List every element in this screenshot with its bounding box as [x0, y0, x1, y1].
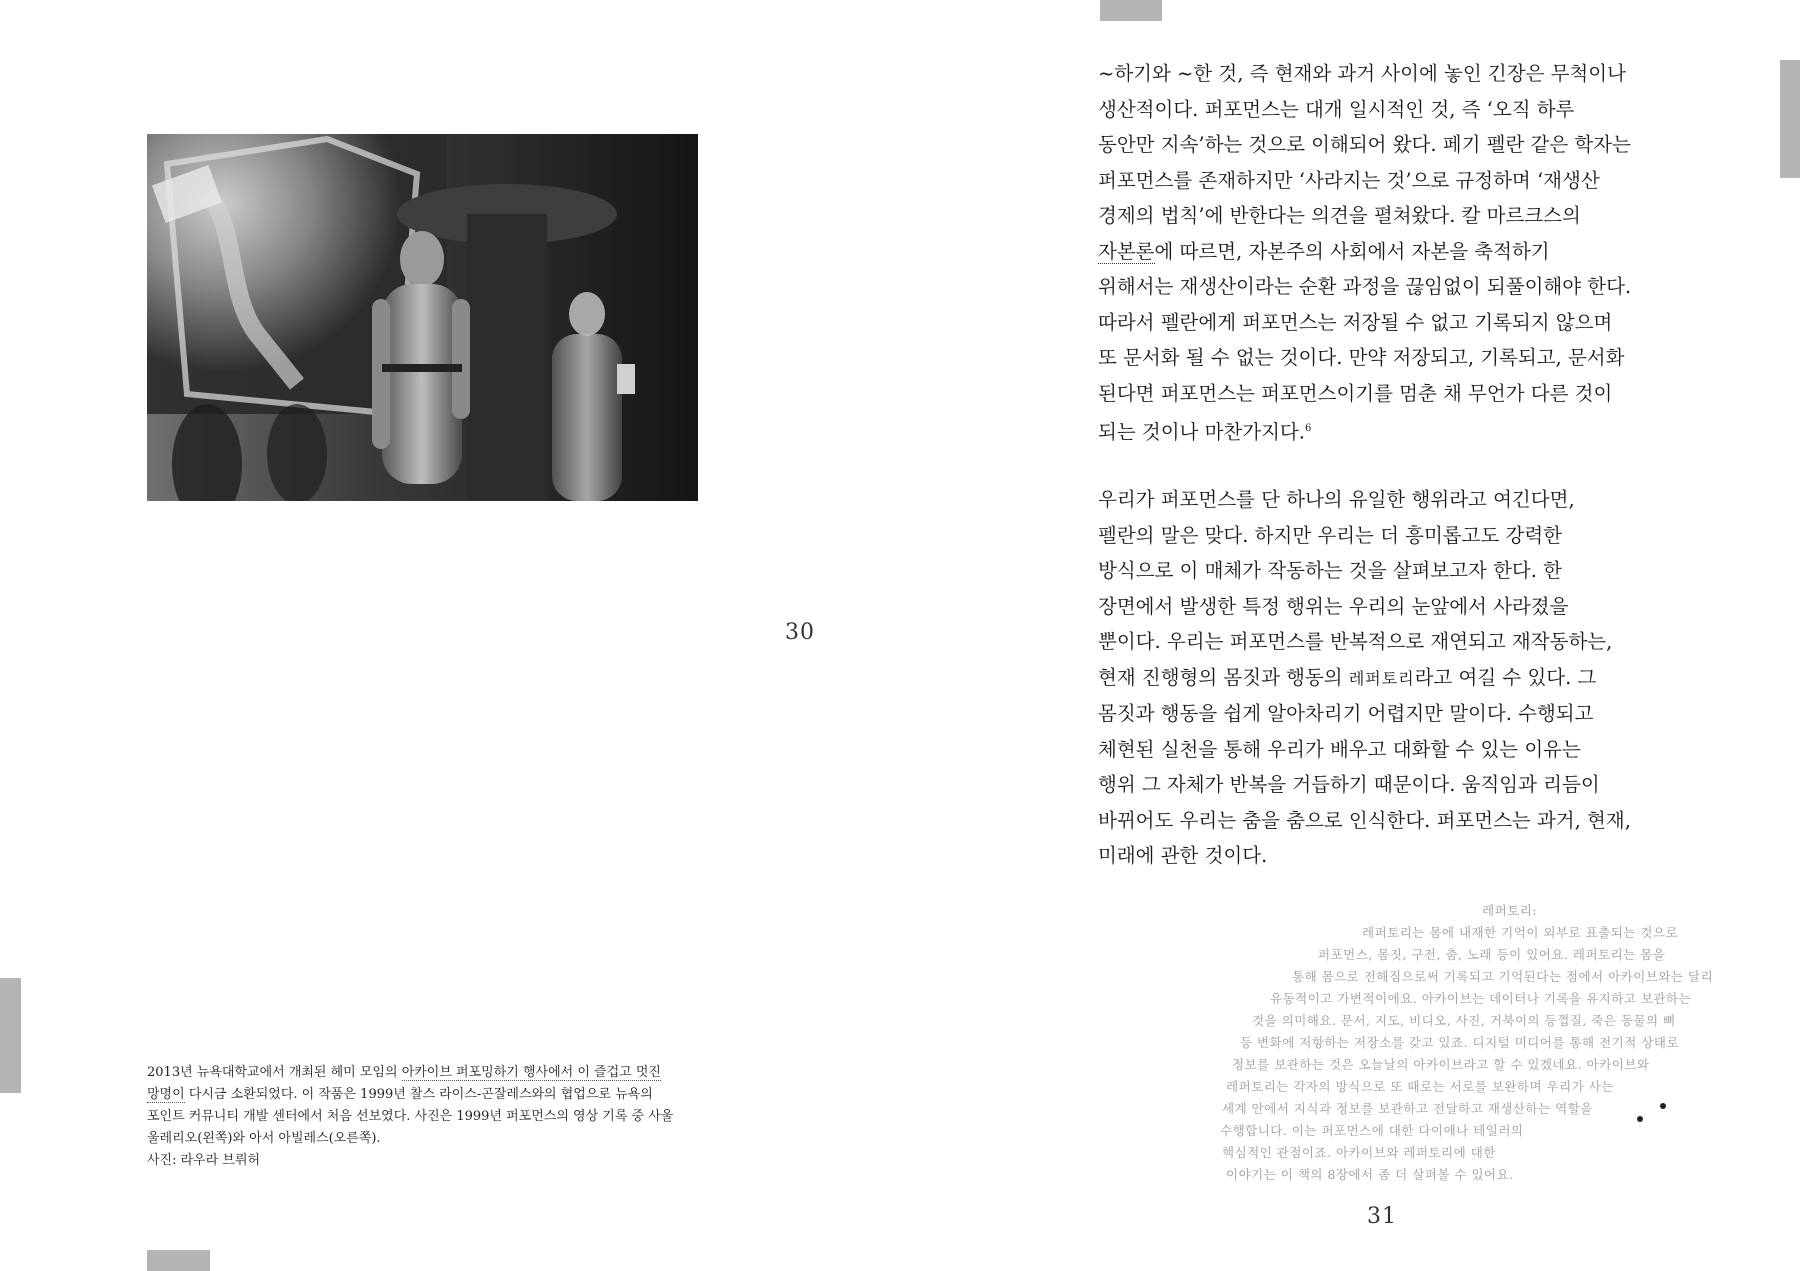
- caption-line: 2013년 뉴욕대학교에서 개최된 헤미 모임의 아카이브 퍼포밍하기 행사에서 이 즐겁고 멋진: [147, 1065, 661, 1080]
- text-line: 우리가 퍼포먼스를 단 하나의 유일한 행위라고 여긴다면,: [1098, 488, 1575, 511]
- sidenote-line: 유동적이고 가변적이에요. 아카이브는 데이터나 기록을 유지하고 보관하는: [1270, 991, 1692, 1006]
- repertoire-term: 레퍼토리: [1348, 668, 1415, 688]
- photo-caption: [147, 1062, 707, 1172]
- text-line: 경제의 법칙’에 반한다는 의견을 펼쳐왔다. 칼 마르크스의: [1098, 204, 1581, 227]
- sidenote-line: 세계 안에서 지식과 정보를 보관하고 전달하고 재생산하는 역할을: [1222, 1101, 1593, 1116]
- body-paragraph-1: [1098, 56, 1698, 450]
- text-line: 된다면 퍼포먼스는 퍼포먼스이기를 멈춘 채 무언가 다른 것이: [1098, 381, 1613, 405]
- sidenote-line: 핵심적인 관점이죠. 아카이브와 레퍼토리에 대한: [1222, 1145, 1496, 1160]
- text-line: 뿐이다. 우리는 퍼포먼스를 반복적으로 재연되고 재작동하는,: [1098, 630, 1613, 653]
- repertoire-sidenote: [1150, 900, 1750, 1186]
- decorative-dot: [1637, 1116, 1643, 1122]
- body-paragraph-2: [1098, 482, 1698, 874]
- sidenote-line: 레퍼토리는 몸에 내재한 기억이 외부로 표출되는 것으로: [1362, 925, 1679, 940]
- performance-photo: [147, 134, 698, 501]
- caption-line: 포인트 커뮤니티 개발 센터에서 처음 선보였다. 사진은 1999년 퍼포먼스의 영상 기록 중 사울: [147, 1109, 674, 1124]
- text-line: 펠란의 말은 맞다. 하지만 우리는 더 흥미롭고도 강력한: [1098, 523, 1563, 547]
- text-line: 되는 것이나 마찬가지다.$^6$: [1098, 420, 1312, 444]
- page-tab-marker: [147, 1250, 210, 1271]
- text-line: 생산적이다. 퍼포먼스는 대개 일시적인 것, 즉 ‘오직 하루: [1098, 97, 1575, 121]
- photo-credit: 사진: 라우라 브뤼허: [147, 1153, 261, 1168]
- text-line: ~하기와 ~한 것, 즉 현재와 과거 사이에 놓인 긴장은 무척이나: [1098, 62, 1626, 85]
- text-line: 방식으로 이 매체가 작동하는 것을 살펴보고자 한다. 한: [1098, 559, 1563, 582]
- sidenote-line: 것을 의미해요. 문서, 지도, 비디오, 사진, 거북이의 등껍질, 죽은 동물의 뼈: [1252, 1013, 1676, 1028]
- text-line: 동안만 지속’하는 것으로 이해되어 왔다. 페기 펠란 같은 학자는: [1098, 133, 1631, 156]
- sidenote-line: 퍼포먼스, 몸짓, 구전, 춤, 노래 등이 있어요. 레퍼토리는 몸을: [1318, 947, 1666, 962]
- footnote-marker[interactable]: 6: [1304, 423, 1312, 434]
- sidenote-line: 이야기는 이 책의 8장에서 좀 더 살펴볼 수 있어요.: [1226, 1167, 1514, 1182]
- text-line: 또 문서화 될 수 없는 것이다. 만약 저장되고, 기록되고, 문서화: [1098, 346, 1625, 369]
- page-number-left: 30: [785, 620, 815, 645]
- text-line: 위해서는 재생산이라는 순환 과정을 끊임없이 되풀이해야 한다.: [1098, 275, 1632, 298]
- caption-line: 울레리오(왼쪽)와 아서 아빌레스(오른쪽).: [147, 1131, 381, 1146]
- text-line: 바뀌어도 우리는 춤을 춤으로 인식한다. 퍼포먼스는 과거, 현재,: [1098, 808, 1631, 832]
- text-line: 현재 진행형의 몸짓과 행동의 레퍼토리라고 여길 수 있다. 그: [1098, 665, 1597, 689]
- sidenote-line: 통해 몸으로 전해짐으로써 기록되고 기억된다는 점에서 아카이브와는 달리: [1292, 969, 1714, 984]
- text-line: 따라서 펠란에게 퍼포먼스는 저장될 수 없고 기록되지 않으며: [1098, 310, 1613, 334]
- caption-underlined-title: 망명이: [147, 1087, 185, 1102]
- caption-line: 망명이 다시금 소환되었다. 이 작품은 1999년 찰스 라이스-곤잘레스와의 협업으로 뉴욕의: [147, 1087, 653, 1102]
- sidenote-line: 수행합니다. 이는 퍼포먼스에 대한 다이애나 테일러의: [1220, 1123, 1524, 1138]
- text-line: 미래에 관한 것이다.: [1098, 844, 1268, 867]
- text-line: 행위 그 자체가 반복을 거듭하기 때문이다. 움직임과 리듬이: [1098, 773, 1600, 796]
- sidenote-line: 레퍼토리는 각자의 방식으로 또 때로는 서로를 보완하며 우리가 사는: [1226, 1079, 1614, 1094]
- book-title: 자본론: [1098, 239, 1155, 263]
- page-tab-marker: [1100, 0, 1162, 21]
- text-line: 체현된 실천을 통해 우리가 배우고 대화할 수 있는 이유는: [1098, 737, 1581, 761]
- text-line: 퍼포먼스를 존재하지만 ‘사라지는 것’으로 규정하며 ‘재생산: [1098, 168, 1600, 192]
- page-edge-marker: [1780, 60, 1800, 178]
- page-number-right: 31: [1367, 1204, 1397, 1229]
- text-line: 자본론에 따르면, 자본주의 사회에서 자본을 축적하기: [1098, 239, 1550, 263]
- text-line: 몸짓과 행동을 쉽게 알아차리기 어렵지만 말이다. 수행되고: [1098, 702, 1594, 725]
- sidenote-heading: 레퍼토리:: [1482, 903, 1538, 918]
- text-line: 장면에서 발생한 특정 행위는 우리의 눈앞에서 사라졌을: [1098, 594, 1569, 618]
- photo-image: [147, 134, 698, 501]
- decorative-dot: [1660, 1103, 1666, 1109]
- sidenote-line: 등 변화에 저항하는 저장소를 갖고 있죠. 디지털 미디어를 통해 전기적 상태로: [1240, 1035, 1680, 1050]
- page-edge-marker: [0, 978, 21, 1093]
- sidenote-line: 정보를 보관하는 것은 오늘날의 아카이브라고 할 수 있겠네요. 아카이브와: [1232, 1057, 1650, 1072]
- caption-underlined-title: 아카이브 퍼포밍하기 행사에서 이 즐겁고 멋진: [401, 1065, 661, 1080]
